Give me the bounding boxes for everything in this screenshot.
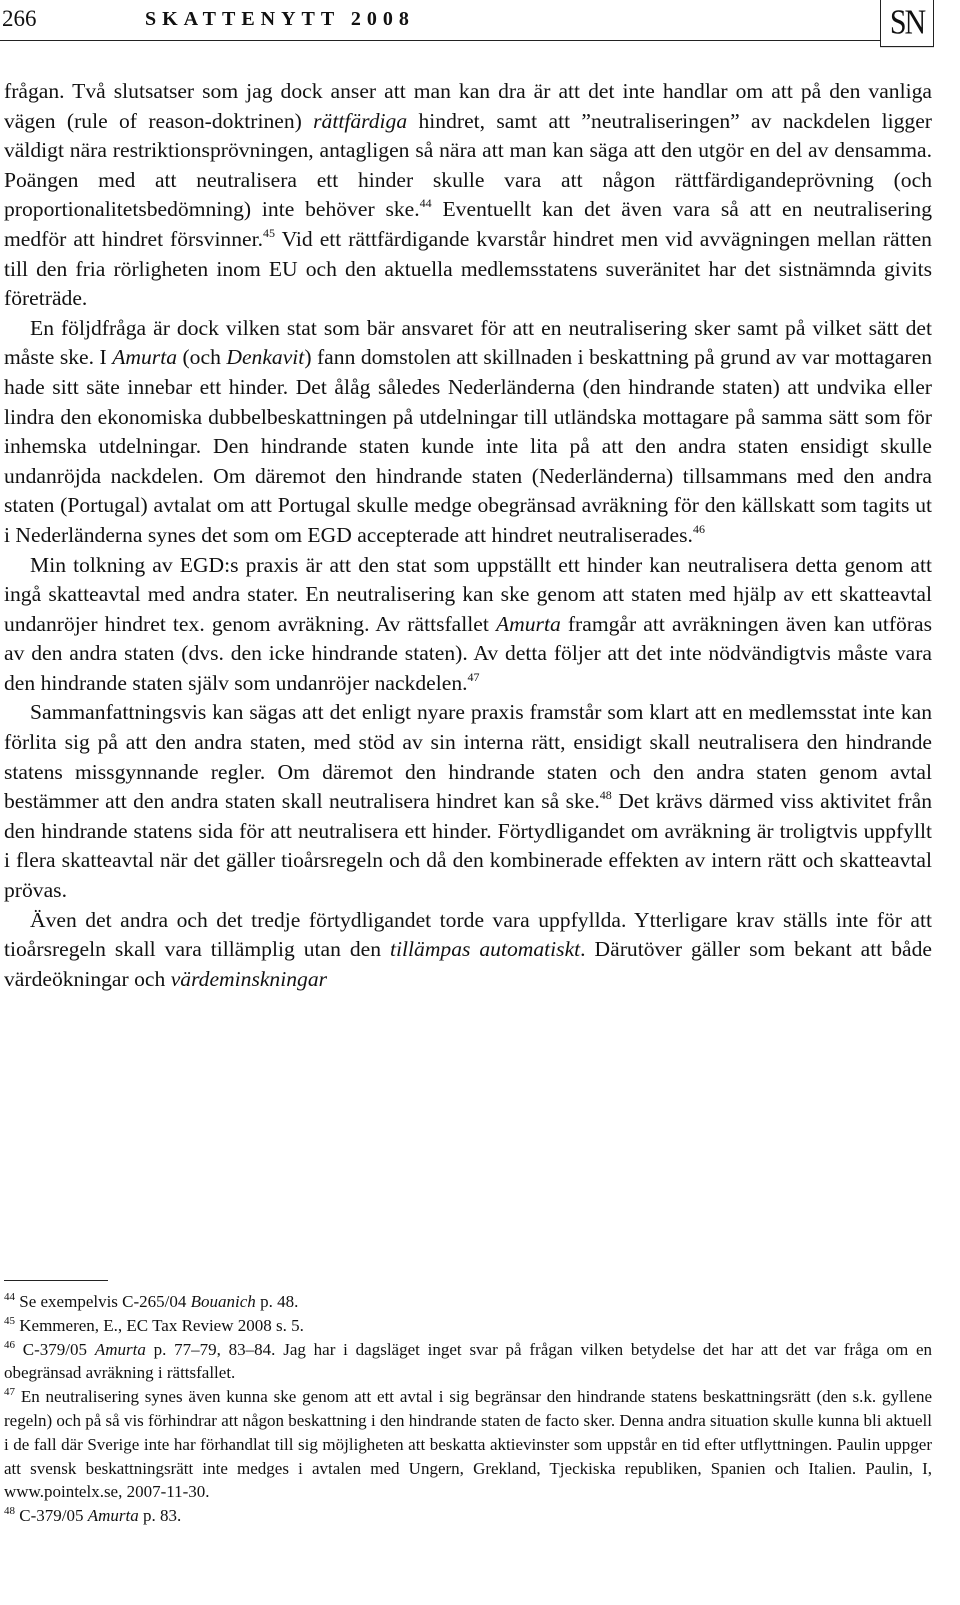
- footnote: [4, 1385, 932, 1504]
- paragraph: [4, 906, 932, 995]
- footnote-ref: 44: [4, 1291, 15, 1303]
- body-text: [4, 77, 932, 994]
- footnote-ref: 46: [4, 1338, 15, 1351]
- text-run: Vid ett rättfärdigande kvarstår hindret men vid avvägningen mellan rätten till den fria rörligheten inom EU och den aktuella medlemsstatens suveränitet har det sistnämnda givits företräde.: [4, 226, 932, 311]
- page-header: [0, 0, 960, 50]
- text-run: ) fann domstolen att skillnaden i beskattning på grund av var mottagaren hade sitt säte innebar ett hinder. Det ålåg således Nederländerna (den hindrande staten) att undvika eller lindra den ekonomiska dubbelbeskattningen på utdelningar till utländska mottagare på samma sätt som för inhemska utdelningar. Den hindrande staten kunde inte lita på att den andra staten ensidigt skulle undanröjda nackdelen. Om däremot den hindrande staten (Nederländerna) tillsammans med den andra staten (Portugal) avtalat om att Portugal skulle medge obegränsad avräkning för den källskatt som tagits ut i Nederländerna synes det som om EGD accepterade att hindret neutraliserades.: [4, 345, 932, 547]
- footnote: [4, 1504, 932, 1528]
- footnote-ref: 45: [263, 225, 276, 240]
- footnote: [4, 1314, 932, 1338]
- text-run: p. 48.: [255, 1292, 299, 1311]
- journal-title: SKATTENYTT 2008: [145, 8, 415, 30]
- footnote-ref: 46: [692, 521, 705, 536]
- text-run: p. 77–79, 83–84. Jag har i dagsläget inget svar på frågan vilken betydelse det har att det var fråga om en obegränsad avräkning i rättsfallet.: [4, 1339, 933, 1383]
- text-run: Även det andra och det tredje förtydligandet torde vara uppfyllda. Ytterligare krav ställs inte för att tioårsregeln skall vara tillämplig utan den: [4, 907, 932, 962]
- footnote-ref: 47: [4, 1386, 15, 1399]
- italic-text: värdeminskningar: [170, 966, 328, 991]
- italic-text: Amurta: [495, 611, 561, 636]
- text-run: Se exempelvis C-265/04: [15, 1292, 191, 1311]
- footnote-ref: 44: [419, 196, 432, 211]
- italic-text: rättfärdiga: [313, 108, 408, 133]
- paragraph: [4, 698, 932, 905]
- header-rule: [0, 40, 880, 41]
- text-run: Det krävs därmed viss aktivitet från den hindrande statens sida för att neutralisera ett hinder. Förtydligandet om avräkning är troligtvis uppfyllt i flera skatteavtal när det gäller tioårsregeln och då den kombinerade effekten av intern rätt och skatteavtal prövas.: [4, 789, 932, 903]
- footnote: [4, 1290, 932, 1314]
- footnote-rule: [4, 1280, 108, 1281]
- italic-text: Amurta: [87, 1506, 139, 1526]
- paragraph: [4, 551, 932, 699]
- text-run: En följdfråga är dock vilken stat som bär ansvaret för att en neutralisering sker samt på vilket sätt det måste ske. I: [4, 315, 932, 370]
- text-run: (och: [177, 345, 227, 370]
- footnote-ref: 47: [467, 669, 480, 684]
- page-number: 266: [2, 6, 37, 31]
- footnote-ref: 48: [4, 1505, 15, 1518]
- footnote-ref: 48: [599, 788, 612, 803]
- italic-text: Bouanich: [190, 1292, 256, 1311]
- text-run: En neutralisering synes även kunna ske genom att ett avtal i sig begränsar den hindrande statens beskattningsrätt (den s.k. gyllene regeln) och på så vis förhindrar att någon beskattning i den hindrande staten de facto sker. Denna andra situation skulle kunna bli aktuell i de fall där Sverige inte har förhandlat till sig möjligheten att beskatta aktievinster som uppstår en tid efter utflyttningen. Paulin uppger att svensk beskattningsrätt inte medges i avtalen med Ungern, Grekland, Tjeckiska republiken, Spanien och Italien. Paulin, I, www.pointelx.se, 2007-11-30.: [4, 1387, 932, 1502]
- text-run: frågan. Två slutsatser som jag dock anser att man kan dra är att det inte handlar om att på den vanliga vägen (rule of reason-doktrinen): [4, 79, 932, 133]
- journal-logo: [880, 0, 934, 47]
- text-run: C-379/05: [15, 1506, 88, 1526]
- text-run: C-379/05: [15, 1339, 95, 1359]
- text-run: Kemmeren, E., EC Tax Review 2008 s. 5.: [15, 1315, 304, 1335]
- text-run: Sammanfattningsvis kan sägas att det enligt nyare praxis framstår som klart att en medlemsstat inte kan förlita sig på att den andra staten, med stöd av sin interna rätt, ensidigt skall neutralisera den hindrande statens missgynnande regler. Om däremot den hindrande staten och den andra staten genom avtal bestämmer att den andra staten skall neutralisera hindret kan så ske.: [4, 700, 932, 814]
- text-run: p. 83.: [138, 1506, 182, 1526]
- paragraph: [4, 314, 932, 551]
- footnote-ref: 45: [4, 1314, 15, 1327]
- text-run: hindret, samt att ”neutraliseringen” av nackdelen ligger väldigt nära restriktionsprövningen, antagligen så nära att man kan säga att den utgör en del av densamma. Poängen med att neutralisera ett hinder skulle vara att någon rättfärdigandeprövning (och proportionalitetsbedömning) inte behöver ske.: [4, 108, 932, 222]
- italic-text: tillämpas automatiskt: [390, 937, 581, 962]
- paragraph: [4, 77, 932, 314]
- footnotes: [4, 1290, 932, 1528]
- logo-text: SN: [889, 3, 925, 42]
- footnote: [4, 1338, 932, 1386]
- italic-text: Denkavit: [226, 345, 305, 370]
- italic-text: Amurta: [94, 1339, 146, 1359]
- text-run: . Därutöver gäller som bekant att både värdeökningar och: [4, 937, 932, 991]
- text-run: Eventuellt kan det även vara så att en neutralisering medför att hindret försvinner.: [4, 197, 932, 251]
- text-run: Min tolkning av EGD:s praxis är att den stat som uppställt ett hinder kan neutralisera detta genom att ingå skatteavtal med andra stater. En neutralisering kan ske genom att staten med hjälp av ett skatteavtal undanröjer hindret tex. genom avräkning. Av rättsfallet: [4, 552, 932, 636]
- italic-text: Amurta: [112, 345, 177, 370]
- text-run: framgår att avräkningen även kan utföras av den andra staten (dvs. den icke hindrande staten). Av detta följer att det inte nödvändigtvis måste vara den hindrande staten själv som undanröjer nackdelen.: [4, 611, 932, 695]
